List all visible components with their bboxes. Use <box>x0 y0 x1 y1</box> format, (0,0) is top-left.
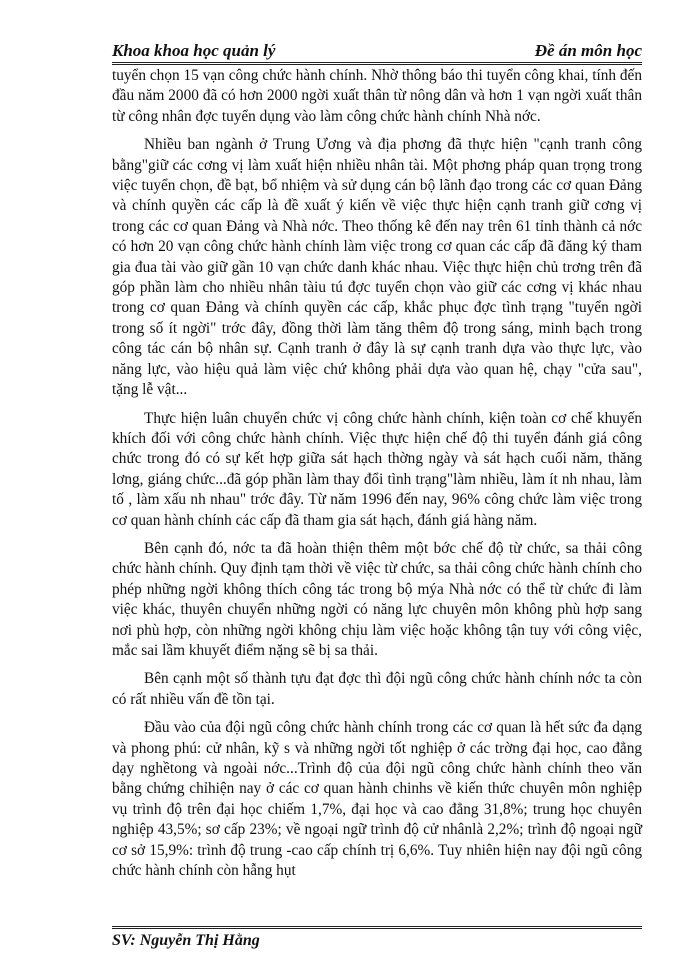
paragraph-5: Bên cạnh một số thành tựu đạt đợc thì đội ngũ công chức hành chính nớc ta còn có rất nhiều vấn đề tồn tại. <box>112 670 642 708</box>
paragraph-4: Bên cạnh đó, nớc ta đã hoàn thiện thêm một bớc chế độ từ chức, sa thải công chức hành chính. Quy định tạm thời về việc từ chức, sa thải công chức hành chính cho phép những ngời không thích công tác trong bộ mýa Nhà nớc có thể từ chức đi làm việc khác, thuyên chuyển những ngời có năng lực chuyên môn không phù hợp sang nơi phù hợp, còn những ngời không chịu làm việc hoặc không tận tuy với công việc, mắc sai lầm khuyết điểm nặng sẽ bị sa thải. <box>112 539 642 659</box>
paragraph-3: Thực hiện luân chuyển chức vị công chức hành chính, kiện toàn cơ chế khuyến khích đối với công chức hành chính. Việc thực hiện chế độ thi tuyển đánh giá công chức trong đó có sự kết hợp giữa sát hạch thờng ngày và sát hạch cuối năm, thăng lơng, giáng chức...đã góp phần làm thay đổi tình trạng"làm nhiều, làm ít nh nhau, làm tố , làm xấu nh nhau" trớc đây. Từ năm 1996 đến nay, 96% công chức làm việc trong cơ quan hành chính các cấp đã tham gia sát hạch, đánh giá hàng năm. <box>112 409 642 529</box>
paragraph-2: Nhiều ban ngành ở Trung Ương và địa phơng đã thực hiện "cạnh tranh công bằng"giữ các cơng vị làm xuất hiện nhiều nhân tài. Một phơng pháp quan trọng trong việc tuyển chọn, đề bạt, bổ nhiệm và sử dụng cán bộ lãnh đạo trong các cơ quan Đảng và chính quyền các cấp là đề xuất ý kiến về việc thực hiện cạnh tranh giữ cơng vị trong các cơ quan Đảng và Nhà nớc. Theo thống kê đến nay trên 61 tỉnh thành cả nớc có hơn 20 vạn công chức hành chính làm việc trong cơ quan các cấp đã đăng ký tham gia đua tài vào giữ gần 10 vạn chức danh khác nhau. Việc thực hiện chủ trơng trên đã góp phần làm cho nhiều nhân tàiu tú đợc tuyển chọn vào giữ các cơng vị khác nhau trong cơ quan Đảng và chính quyền các cấp, khắc phục đợc tình trạng "tuyển ngời trong số ít ngời" trớc đây, đồng thời làm tăng thêm độ trong sáng, minh bạch trong công tác cán bộ nhân sự. Cạnh tranh ở đây là sự cạnh tranh dựa vào thực lực, vào năng lực, vào hiệu quả làm việc chứ không phải dựa vào quan hệ, chạy "cửa sau", tặng lễ vật... <box>112 136 642 399</box>
header-faculty: Khoa khoa học quản lý <box>112 41 276 60</box>
page-header <box>112 40 642 65</box>
paragraph-1: tuyển chọn 15 vạn công chức hành chính. Nhờ thông báo thi tuyển công khai, tính đến đầu năm 2000 đã có hơn 2000 ngời xuất thân từ nông dân và hơn 1 vạn ngời xuất thân từ công nhân đợc tuyển dụng vào làm công chức hành chính Nhà nớc. <box>112 67 642 125</box>
header-course: Đề án môn học <box>534 41 642 60</box>
footer-student-name: SV: Nguyễn Thị Hằng <box>112 932 260 949</box>
page-footer <box>112 926 642 951</box>
document-body <box>112 66 642 889</box>
paragraph-6: Đầu vào của đội ngũ công chức hành chính trong các cơ quan là hết sức đa dạng và phong phú: cử nhân, kỹ s và những ngời tốt nghiệp ở các trờng đại học, cao đẳng dạy nghềtong và ngoài nớc...Trình độ của đội ngũ công chức hành chính theo văn bằng chứng chỉhiện nay ở các cơ quan hành chinhs về kiến thức chuyên môn nghiệp vụ trình độ trên đại học chiếm 1,7%, đại học và cao đẳng 31,8%; trung học chuyên nghiệp 43,5%; sơ cấp 23%; về ngoại ngữ trình độ cử nhânlà 2,2%; trình độ ngoại ngữ cơ sở 15,9%: trình độ trung -cao cấp chính trị 6,6%. Tuy nhiên hiện nay đội ngũ công chức hành chính còn hẫng hụt <box>112 719 642 880</box>
